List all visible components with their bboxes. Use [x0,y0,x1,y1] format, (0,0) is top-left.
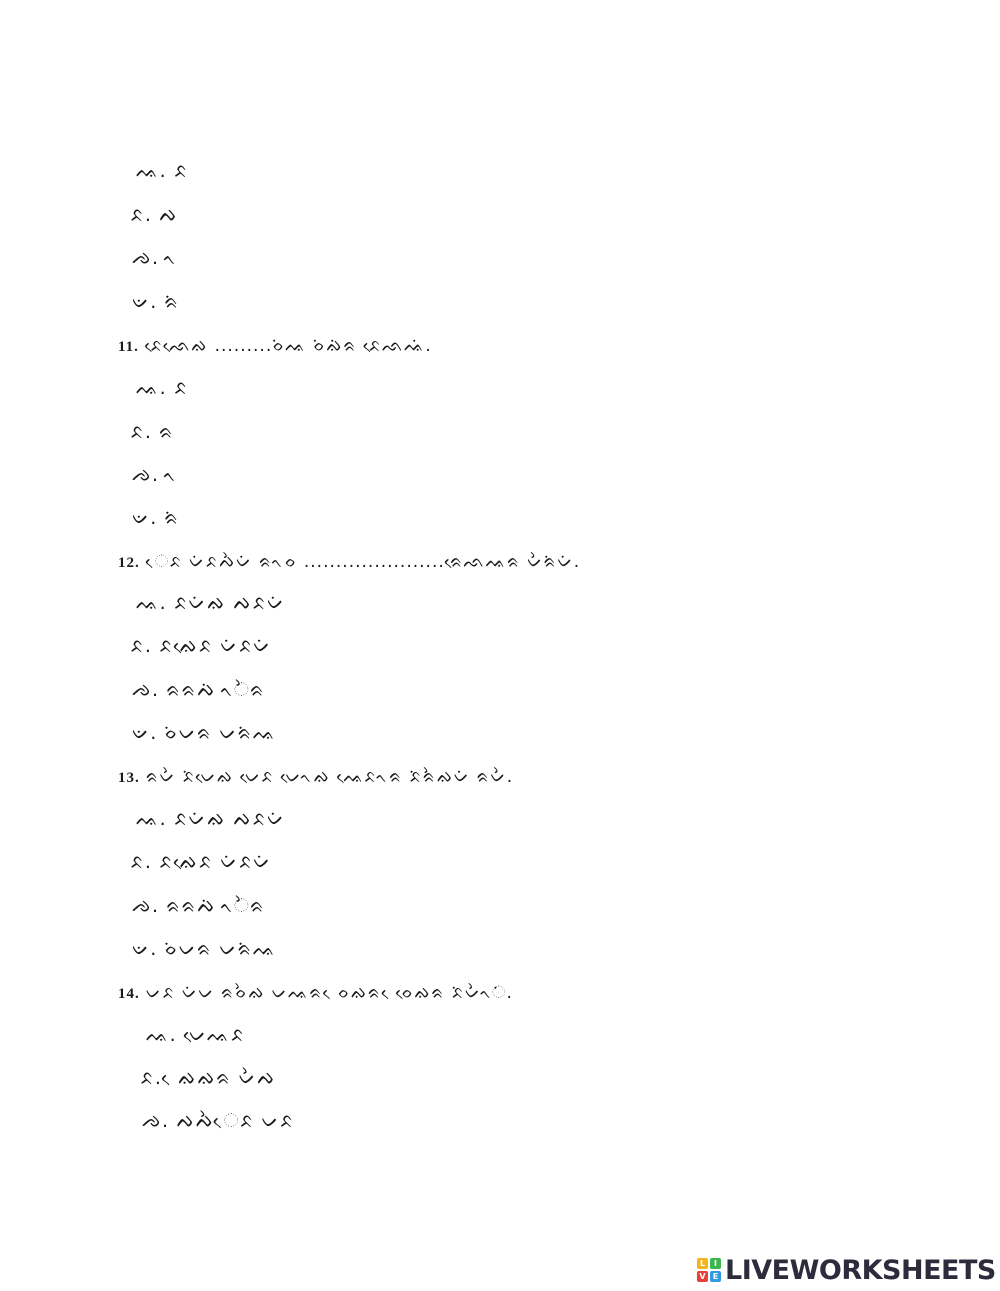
question-line [118,981,513,1005]
logo-tile: V [697,1271,708,1282]
option-line [130,204,178,226]
option-text: ᨌ. ᨚ [132,247,178,269]
option-line [132,247,178,269]
brand-name: LIVEWORKSHEETS [725,1254,996,1286]
option-text: ᨅ. ᨅᨁᨙᨅ ᨆᨗᨅᨆᨗ [130,635,272,657]
question-number: 13. [118,770,140,786]
option-line [136,160,189,182]
option-text: ᨌ. ᨄᨄᨛᨙᨅ ᨆᨅ [142,1110,295,1132]
option-line [130,851,271,873]
question-number: 14. [118,986,140,1002]
option-text: ᨉ. ᨑᨗ [132,507,180,529]
question-text: ᨅᨙᨒᨙᨁ .........ᨔᨗᨕ ᨔᨗᨁᨗᨑ ᨅᨙᨒᨕᨗ. [144,336,432,356]
option-text: ᨅ. ᨄ [130,204,179,226]
option-line [146,1024,245,1046]
logo-tile: I [710,1258,721,1269]
question-line [118,334,432,358]
question-text: ᨆᨅ ᨆᨗᨆ ᨑᨔᨛᨁ ᨆᨕᨑ ᨙᨔᨁᨑ ᨙᨔᨙᨁᨑ ᨅᨗᨆᨛᨚᨗ. [145,983,513,1003]
option-text: ᨕ. ᨅᨆᨗᨁ ᨄᨅᨆᨗ [136,808,286,830]
option-line [140,1067,276,1089]
option-text: ᨉ. ᨔᨗᨆᨑ ᨆᨑᨗᨕ [132,938,277,960]
option-line [136,592,285,614]
option-line [132,507,180,529]
option-text: ᨌ. ᨚ [132,464,178,486]
logo-tile: E [710,1271,721,1282]
option-line [130,635,271,657]
option-text: ᨉ. ᨑᨗ [132,291,180,313]
question-line [118,550,580,574]
option-text: ᨕ. ᨅ [136,160,189,182]
logo-tile: L [697,1258,708,1269]
option-line [132,679,265,701]
option-text: ᨅ. ᨑ [130,421,175,443]
option-text: ᨕ. ᨆᨙᨕᨅ [146,1024,246,1046]
question-number: 11. [118,339,139,355]
question-text: ᨑᨆᨛ ᨅᨗᨆᨙᨁ ᨆᨙᨅ ᨆᨙᨚᨁ ᨕᨙᨅᨚᨑ ᨅᨗᨑᨛᨁᨆᨗ ᨑᨆᨛ. [145,767,514,787]
liveworksheets-brand[interactable] [697,1253,996,1287]
option-line [132,938,277,960]
liveworksheets-logo-icon [697,1258,721,1282]
option-text: ᨅ. ᨙᨁᨁᨑ ᨆᨛᨄ [140,1067,276,1089]
question-text: ᨙᨅ ᨆᨗᨅᨄᨛᨆᨗ ᨑᨚᨔ ......................ᨑᨙᨒᨕᨑ ᨆᨛᨑᨗᨆᨗ. [145,552,581,572]
option-text: ᨕ. ᨅ [136,377,189,399]
option-text: ᨕ. ᨅᨆᨗᨁ ᨄᨅᨆᨗ [136,592,286,614]
option-line [130,421,174,443]
option-text: ᨌ. ᨑᨑᨄᨗ ᨚᨛᨑ [132,895,266,917]
option-text: ᨉ. ᨔᨗᨆᨑ ᨆᨑᨗᨕ [132,722,277,744]
question-number: 12. [118,555,140,571]
question-line [118,765,513,789]
option-line [132,291,180,313]
option-line [132,895,265,917]
option-line [136,808,285,830]
option-line [132,464,178,486]
option-line [142,1110,295,1132]
option-line [132,722,277,744]
option-line [136,377,189,399]
option-text: ᨅ. ᨅᨁᨙᨅ ᨆᨗᨅᨆᨗ [130,851,272,873]
option-text: ᨌ. ᨑᨑᨄᨗ ᨚᨛᨑ [132,679,266,701]
